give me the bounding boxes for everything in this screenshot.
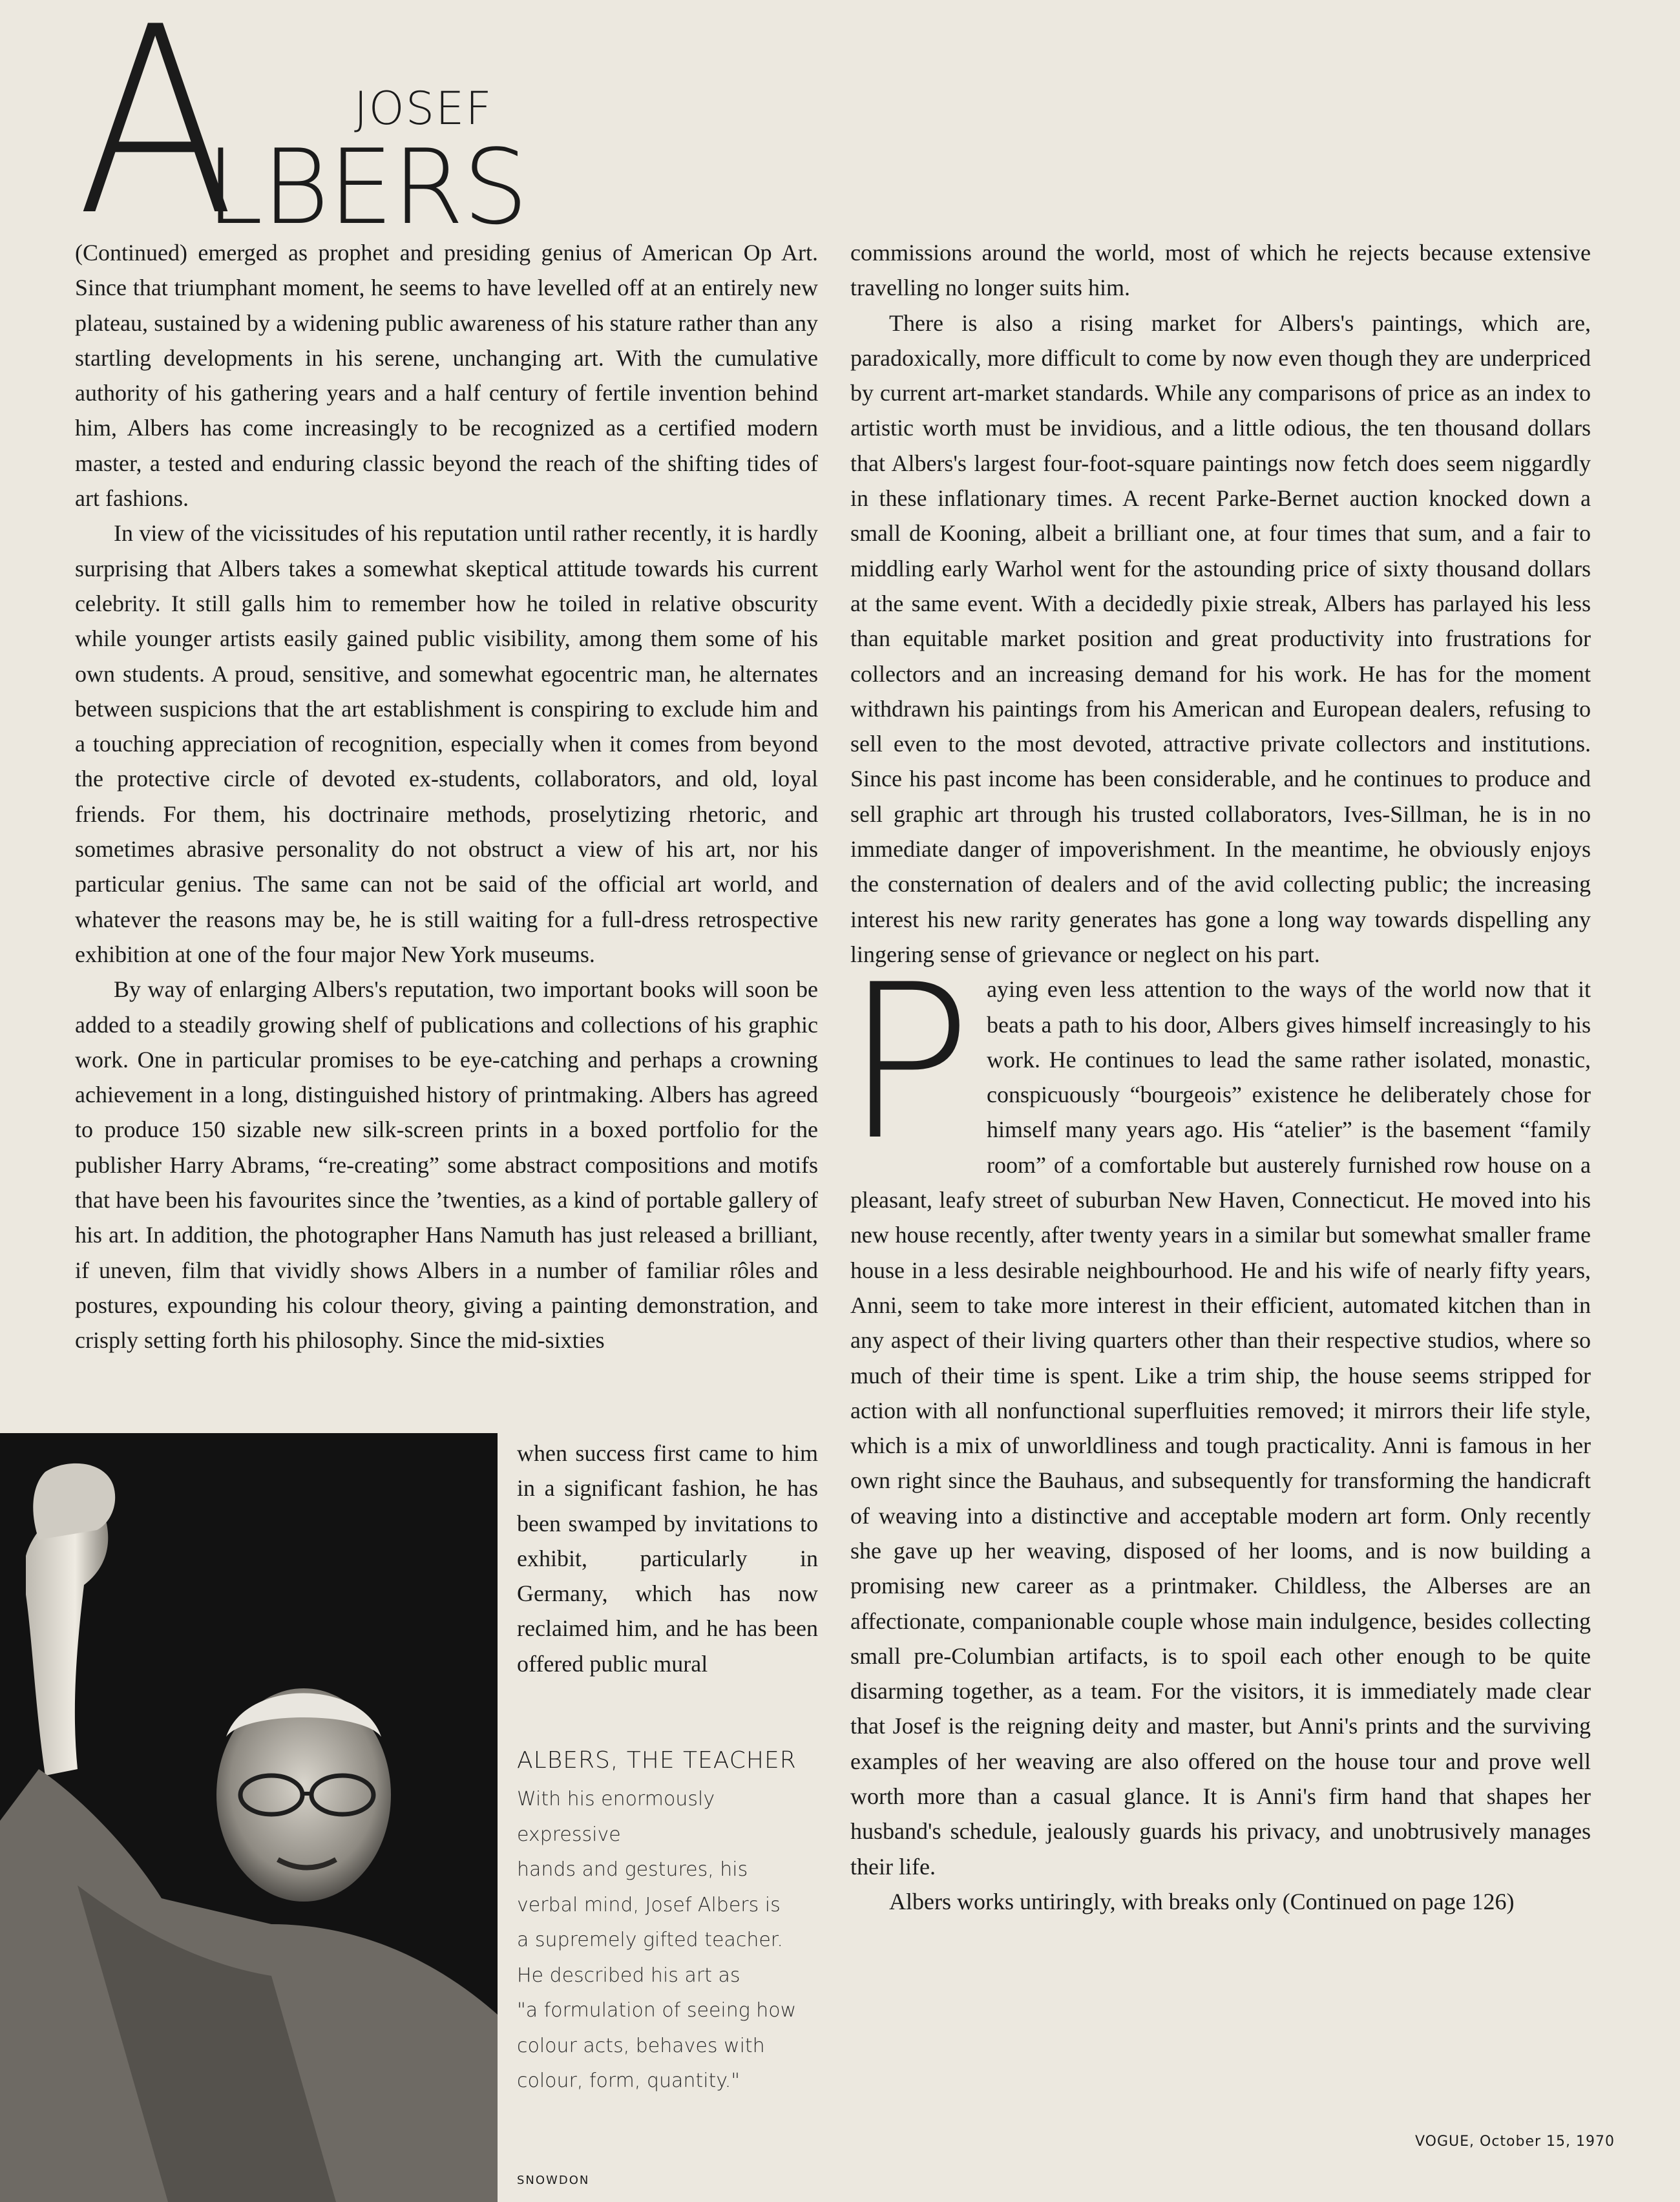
- caption-line: a supremely gifted teacher.: [517, 1929, 783, 1951]
- drop-cap: P: [844, 939, 972, 1188]
- portrait-photo: [0, 1433, 498, 2202]
- left-column-continuation: [517, 1436, 818, 1681]
- caption-line: He described his art as: [517, 1964, 740, 1987]
- photo-credit: SNOWDON: [517, 2174, 590, 2187]
- paragraph: By way of enlarging Albers's reputation, two important books will soon be added to a steadily growing shelf of publications and collections of his graphic work. One in particular promises to be eye-catching and perhaps a crowning achievement in a long, distinguished history of printmaking. Albers has agreed to produce 150 sizable new silk-screen prints in a boxed portfolio for the publisher Harry Abrams, “re-creating” some abstract compositions and motifs that have been his favourites since the ’twenties, as a kind of portable gallery of his art. In addition, the photographer Hans Namuth has just released a brilliant, if uneven, film that vividly shows Albers in a number of familiar rôles and postures, expounding his colour theory, giving a painting demonstration, and crisply setting forth his philosophy. Since the mid-sixties: [75, 976, 818, 1354]
- right-column: [844, 235, 1591, 1919]
- paragraph: (Continued) emerged as prophet and presiding genius of American Op Art. Since that triumphant moment, he seems to have levelled off at an entirely new plateau, sustained by a widening public awareness of his stature rather than any startling developments in his serene, unchanging art. With the cumulative authority of his gathering years and a half century of fertile invention behind him, Albers has come increasingly to be recognized as a certified modern master, a tested and enduring classic beyond the reach of the shifting tides of art fashions.: [75, 240, 818, 512]
- title-first-name: JOSEF: [354, 82, 493, 135]
- paragraph-text: aying even less attention to the ways of the world now that it beats a path to his door, Albers gives himself increasingly to his work. He continues to lead the same rather isolated, monastic, conspicuously “bourgeois” existence he deliberately chose for himself many years ago. His “atelier” is the basement “family room” of a comfortable but austerely furnished row house on a pleasant, leafy street of suburban New Haven, Connecticut. He moved into his new house recently, after twenty years in a similar but somewhat smaller frame house in a less desirable neighbourhood. He and his wife of nearly fifty years, Anni, seem to take more interest in their efficient, automated kitchen than in any aspect of their living quarters other than their respective studios, where so much of their time is spent. Like a trim ship, the house seems stripped for action with all nonfunctional superfluities removed; it mirrors their life style, which is a mix of unworldliness and tough practicality. Anni is famous in her own right since the Bauhaus, and subsequently for transforming the handicraft of weaving into a distinctive and acceptable modern art form. Only recently she gave up her weaving, disposed of her looms, and is now building a promising new career as a printmaker. Childless, the Alberses are an affectionate, companionable couple whose main indulgence, besides collecting small pre-Columbian artifacts, is to spoil each other enough to be quite disarming together, as a team. For the visitors, it is immediately made clear that Josef is the reigning deity and master, but Anni's prints and the surviving examples of her weaving are also offered on the house tour and prove well worth more than a casual glance. It is Anni's firm hand that shapes her husband's schedule, jealously guards his privacy, and unobtrusively manages their life.: [850, 976, 1591, 1880]
- caption-title: ALBERS, THE TEACHER: [517, 1747, 797, 1774]
- paragraph: In view of the vicissitudes of his reputation until rather recently, it is hardly surprising that Albers takes a somewhat skeptical attitude towards his current celebrity. It still galls him to remember how he toiled in relative obscurity while younger artists easily gained public visibility, among them some of his own students. A proud, sensitive, and somewhat egocentric man, he alternates between suspicions that the art establishment is conspiring to exclude him and a touching appreciation of recognition, especially when it comes from beyond the protective circle of devoted ex-students, collaborators, and old, loyal friends. For them, his doctrinaire methods, proselytizing rhetoric, and sometimes abrasive personality do not obstruct a view of his art, nor his particular genius. The same can not be said of the official art world, and whatever the reasons may be, he is still waiting for a full-dress retrospective exhibition at one of the four major New York museums.: [75, 520, 818, 967]
- paragraph: Albers works untiringly, with breaks only (Continued on page 126): [889, 1888, 1515, 1914]
- caption-line: colour, form, quantity.": [517, 2070, 740, 2092]
- paragraph-with-dropcap: [844, 939, 1591, 1884]
- caption-text: [517, 1782, 821, 2099]
- portrait-illustration: [0, 1433, 498, 2202]
- caption-line: colour acts, behaves with: [517, 2034, 765, 2057]
- photo-caption: [517, 1745, 821, 2099]
- page-folio: VOGUE, October 15, 1970: [1415, 2134, 1615, 2150]
- title-last-name: LBERS: [205, 127, 527, 247]
- left-column: [75, 235, 818, 1358]
- caption-line: hands and gestures, his: [517, 1858, 748, 1881]
- caption-line: verbal mind, Josef Albers is: [517, 1893, 781, 1916]
- paragraph: commissions around the world, most of which he rejects because extensive travelling no longer suits him.: [850, 240, 1591, 301]
- paragraph: when success first came to him in a significant fashion, he has been swamped by invitations to exhibit, particularly in Germany, which has now reclaimed him, and he has been offered public mural: [517, 1440, 818, 1677]
- title-initial-letter: A: [76, 0, 230, 273]
- caption-line: "a formulation of seeing how: [517, 1999, 797, 2022]
- caption-line: With his enormously expressive: [517, 1788, 715, 1846]
- paragraph: There is also a rising market for Albers's paintings, which are, paradoxically, more difficult to come by now even though they are underpriced by current art-market standards. While any comparisons of price as an index to artistic worth must be invidious, and a little odious, the ten thousand dollars that Albers's largest four-foot-square paintings now fetch does seem niggardly in these inflationary times. A recent Parke-Bernet auction knocked down a small de Kooning, albeit a brilliant one, at four times that sum, and a fair to middling early Warhol went for the astounding price of sixty thousand dollars at the same event. With a decidedly pixie streak, Albers has parlayed his less than equitable market position and great productivity into frustrations for collectors and an increasing demand for his work. He has for the moment withdrawn his paintings from his American and European dealers, refusing to sell even to the most devoted, attractive private collectors and institutions. Since his past income has been considerable, and he continues to produce and sell graphic art through his trusted collaborators, Ives-Sillman, he is in no immediate danger of impoverishment. In the meantime, he obviously enjoys the consternation of dealers and of the avid collecting public; the increasing interest his new rarity generates has gone a long way towards dispelling any lingering sense of grievance or neglect on his part.: [850, 309, 1591, 967]
